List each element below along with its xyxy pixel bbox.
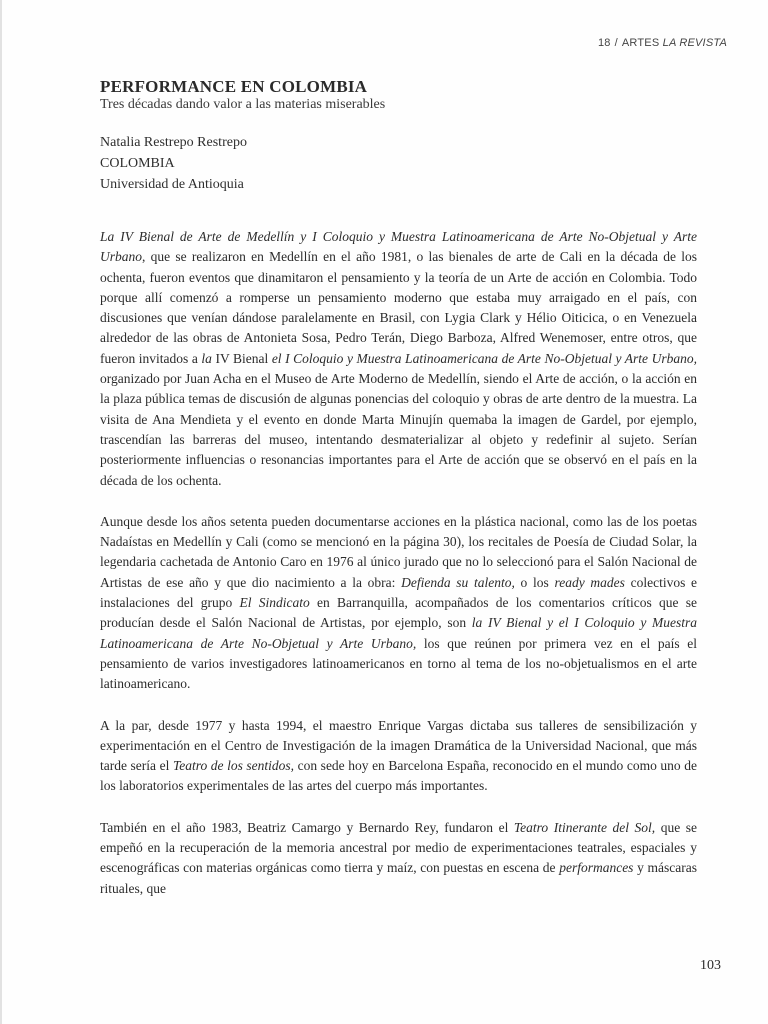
- italic-text-run: ready mades: [554, 574, 625, 590]
- author-institution: Universidad de Antioquia: [100, 177, 244, 192]
- article-subtitle: Tres décadas dando valor a las materias miserables: [100, 97, 386, 112]
- text-run: en Barranquilla, acompañados de los comentarios críticos que se producían desde el Salón Nacional de Artistas, por ejemplo, son: [100, 595, 698, 631]
- header-page-ref: 18: [597, 37, 611, 49]
- text-run: organizado por Juan Acha en el Museo de Arte Moderno de Medellín, siendo el Arte de acción, o la acción en la plaza pública temas de discusión de algunas ponencias del coloquio y obras de arte dentro de la muestra. La visita de Ana Mendieta y el evento en donde Marta Minujín quemaba la imagen de Gardel, por ejemplo, trascendían las barreras del museo, intentando desmaterializar al objeto y redefinir al sujeto. Serían posteriormente influencias o resonancias importantes para el Arte de acción que se observó en el país en la década de los ochenta.: [100, 371, 697, 488]
- text-run: IV Bienal: [211, 350, 272, 366]
- header-section: ARTES: [621, 37, 660, 49]
- text-run: los que reúnen por primera vez en el país el pensamiento de varios investigadores latinoamericanos en torno al tema de los no-objetualismos en el arte latinoamericano.: [100, 635, 698, 692]
- text-run: con sede hoy en Barcelona España, reconocido en el mundo como uno de los laboratorios experimentales de las artes del cuerpo más importantes.: [100, 758, 697, 794]
- header-separator: /: [614, 37, 618, 49]
- italic-text-run: la: [201, 350, 212, 366]
- italic-text-run: Defienda su talento,: [401, 574, 515, 590]
- italic-text-run: Teatro Itinerante del Sol,: [513, 819, 656, 835]
- author-country: COLOMBIA: [100, 156, 175, 171]
- italic-text-run: performances: [559, 860, 634, 876]
- author-name: Natalia Restrepo Restrepo: [100, 135, 247, 150]
- text-run: colectivos e instalaciones del grupo: [100, 574, 698, 611]
- italic-text-run: Teatro de los sentidos,: [172, 758, 295, 774]
- author-block: [100, 132, 247, 195]
- text-run: También en el año 1983, Beatriz Camargo y Bernardo Rey, fundaron el: [100, 819, 514, 835]
- text-run: Aunque desde los años setenta pueden documentarse acciones en la plástica nacional, como las de los poetas Nadaístas en Medellín y Cali (como se mencionó en la página 30), los recitales de Poesía de Ciudad Solar, la legendaria cachetada de Antonio Caro en 1976 al único jurado que no lo seleccionó para el Salón Nacional de Artistas de ese año y que dio nacimiento a la obra:: [100, 513, 697, 590]
- page-edge: [0, 0, 2, 1024]
- body-paragraph: [100, 716, 697, 797]
- body-paragraph: [100, 512, 697, 695]
- running-header: [598, 37, 727, 49]
- body-paragraph: [100, 227, 697, 491]
- body-paragraph: [100, 818, 697, 899]
- text-run: A la par, desde 1977 y hasta 1994, el maestro Enrique Vargas dictaba sus talleres de sensibilización y experimentación en el Centro de Investigación de la imagen Dramática de la Universidad Nacional, que más tarde sería el: [100, 717, 697, 774]
- italic-text-run: el I Coloquio y Muestra Latinoamericana de Arte No-Objetual y Arte Urbano,: [271, 350, 697, 366]
- italic-text-run: la IV Bienal y el I Coloquio y Muestra Latinoamericana de Arte No-Objetual y Arte Urbano,: [100, 615, 698, 651]
- header-magazine: LA REVISTA: [662, 37, 727, 49]
- italic-text-run: La IV Bienal de Arte de Medellín y I Coloquio y Muestra Latinoamericana de Arte No-Objetual y Arte Urbano: [100, 229, 697, 265]
- text-run: que se empeñó en la recuperación de la memoria ancestral por medio de experimentaciones teatrales, espaciales y escenográficas con materias orgánicas como tierra y maíz, con puestas en escena de: [100, 819, 697, 876]
- text-run: , que se realizaron en Medellín en el año 1981, o las bienales de arte de Cali en la década de los ochenta, fueron eventos que dinamitaron el pensamiento y la teoría de un Arte de acción en Colombia. Todo porque allí comenzó a romperse un pensamiento moderno que estaba muy arraigado en el país, con discusiones que venían dándose paralelamente en Brasil, con Lygia Clark y Hélio Oiticica, o en Venezuela alrededor de las obras de Antonieta Sosa, Pedro Terán, Diego Barboza, Alfred Wenemoser, entre otros, que fueron invitados a: [100, 249, 697, 366]
- text-run: y máscaras rituales, que: [100, 860, 697, 896]
- page-number: 103: [700, 958, 721, 973]
- italic-text-run: El Sindicato: [239, 595, 310, 611]
- text-run: o los: [514, 574, 555, 590]
- article-title: PERFORMANCE EN COLOMBIA: [100, 77, 368, 96]
- article-body: [100, 227, 697, 920]
